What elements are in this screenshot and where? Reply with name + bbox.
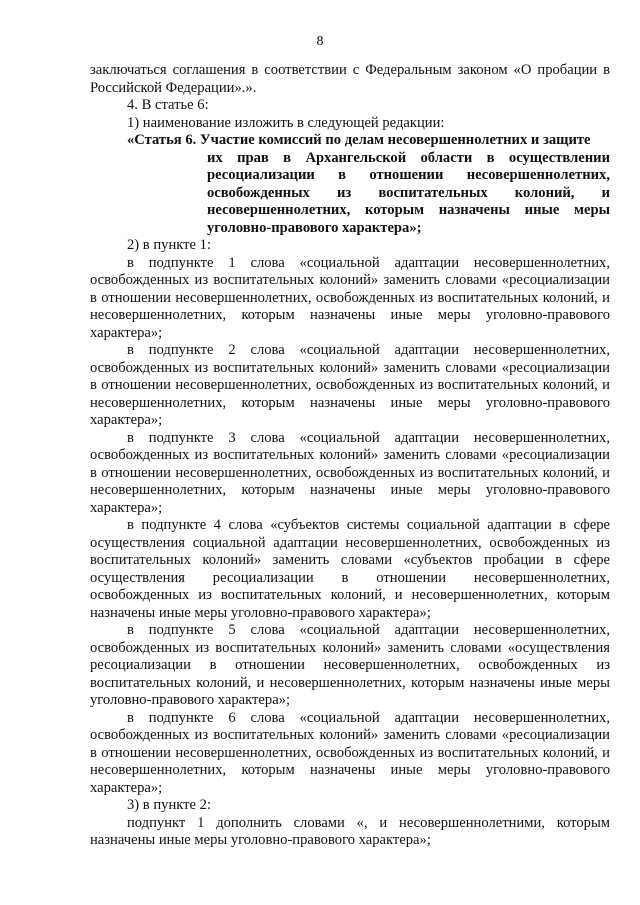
paragraph: в подпункте 4 слова «субъектов системы социальной адаптации в сфере осуществления социальной адаптации несовершеннолетних, освобожденных из воспитательных колоний» заменить словами «субъектов пробации в сфере осуществления ресоциализации в отношении несовершеннолетних, освобожденных из воспитательных колоний, и несовершеннолетних, которым назначены иные меры уголовно-правового характера»;	[90, 517, 610, 621]
paragraph: в подпункте 5 слова «социальной адаптации несовершеннолетних, освобожденных из воспитательных колоний» заменить словами «осуществления ресоциализации в отношении несовершеннолетних, освобожденных из воспитательных колоний, и несовершеннолетних, которым назначены иные меры уголовно-правового характера»;	[90, 622, 610, 708]
paragraph: 4. В статье 6:	[127, 97, 209, 113]
article-title-first-line: «Статья 6. Участие комиссий по делам несовершеннолетних и защите	[127, 132, 591, 148]
paragraph: в подпункте 3 слова «социальной адаптации несовершеннолетних, освобожденных из воспитательных колоний» заменить словами «ресоциализации в отношении несовершеннолетних, освобожденных из воспитательных колоний, и несовершеннолетних, которым назначены иные меры уголовно-правового характера»;	[90, 429, 610, 516]
page-number: 8	[316, 34, 324, 49]
article-title-continuation: их прав в Архангельской области в осуществлении ресоциализации в отношении несовершеннолетних, освобожденных из воспитательных колоний, и несовершеннолетних, которым назначены иные меры уголовно-правового характера»;	[207, 149, 610, 236]
paragraph: подпункт 1 дополнить словами «, и несовершеннолетними, которым назначены иные меры уголовно-правового характера»;	[90, 814, 610, 848]
paragraph: 3) в пункте 2:	[127, 797, 212, 813]
paragraph: в подпункте 1 слова «социальной адаптации несовершеннолетних, освобожденных из воспитательных колоний» заменить словами «ресоциализации в отношении несовершеннолетних, освобожденных из воспитательных колоний, и несовершеннолетних, которым назначены иные меры уголовно-правового характера»;	[90, 254, 610, 341]
paragraph: заключаться соглашения в соответствии с Федеральным законом «О пробации в Российской Федерации».».	[90, 62, 610, 96]
paragraph: в подпункте 2 слова «социальной адаптации несовершеннолетних, освобожденных из воспитательных колоний» заменить словами «ресоциализации в отношении несовершеннолетних, освобожденных из воспитательных колоний, и несовершеннолетних, которым назначены иные меры уголовно-правового характера»;	[90, 342, 610, 428]
document-body	[90, 62, 610, 850]
paragraph: 1) наименование изложить в следующей редакции:	[127, 114, 445, 131]
paragraph: 2) в пункте 1:	[127, 237, 212, 253]
paragraph: в подпункте 6 слова «социальной адаптации несовершеннолетних, освобожденных из воспитательных колоний» заменить словами «ресоциализации в отношении несовершеннолетних, освобожденных из воспитательных колоний, и несовершеннолетних, которым назначены иные меры уголовно-правового характера»;	[90, 709, 610, 796]
